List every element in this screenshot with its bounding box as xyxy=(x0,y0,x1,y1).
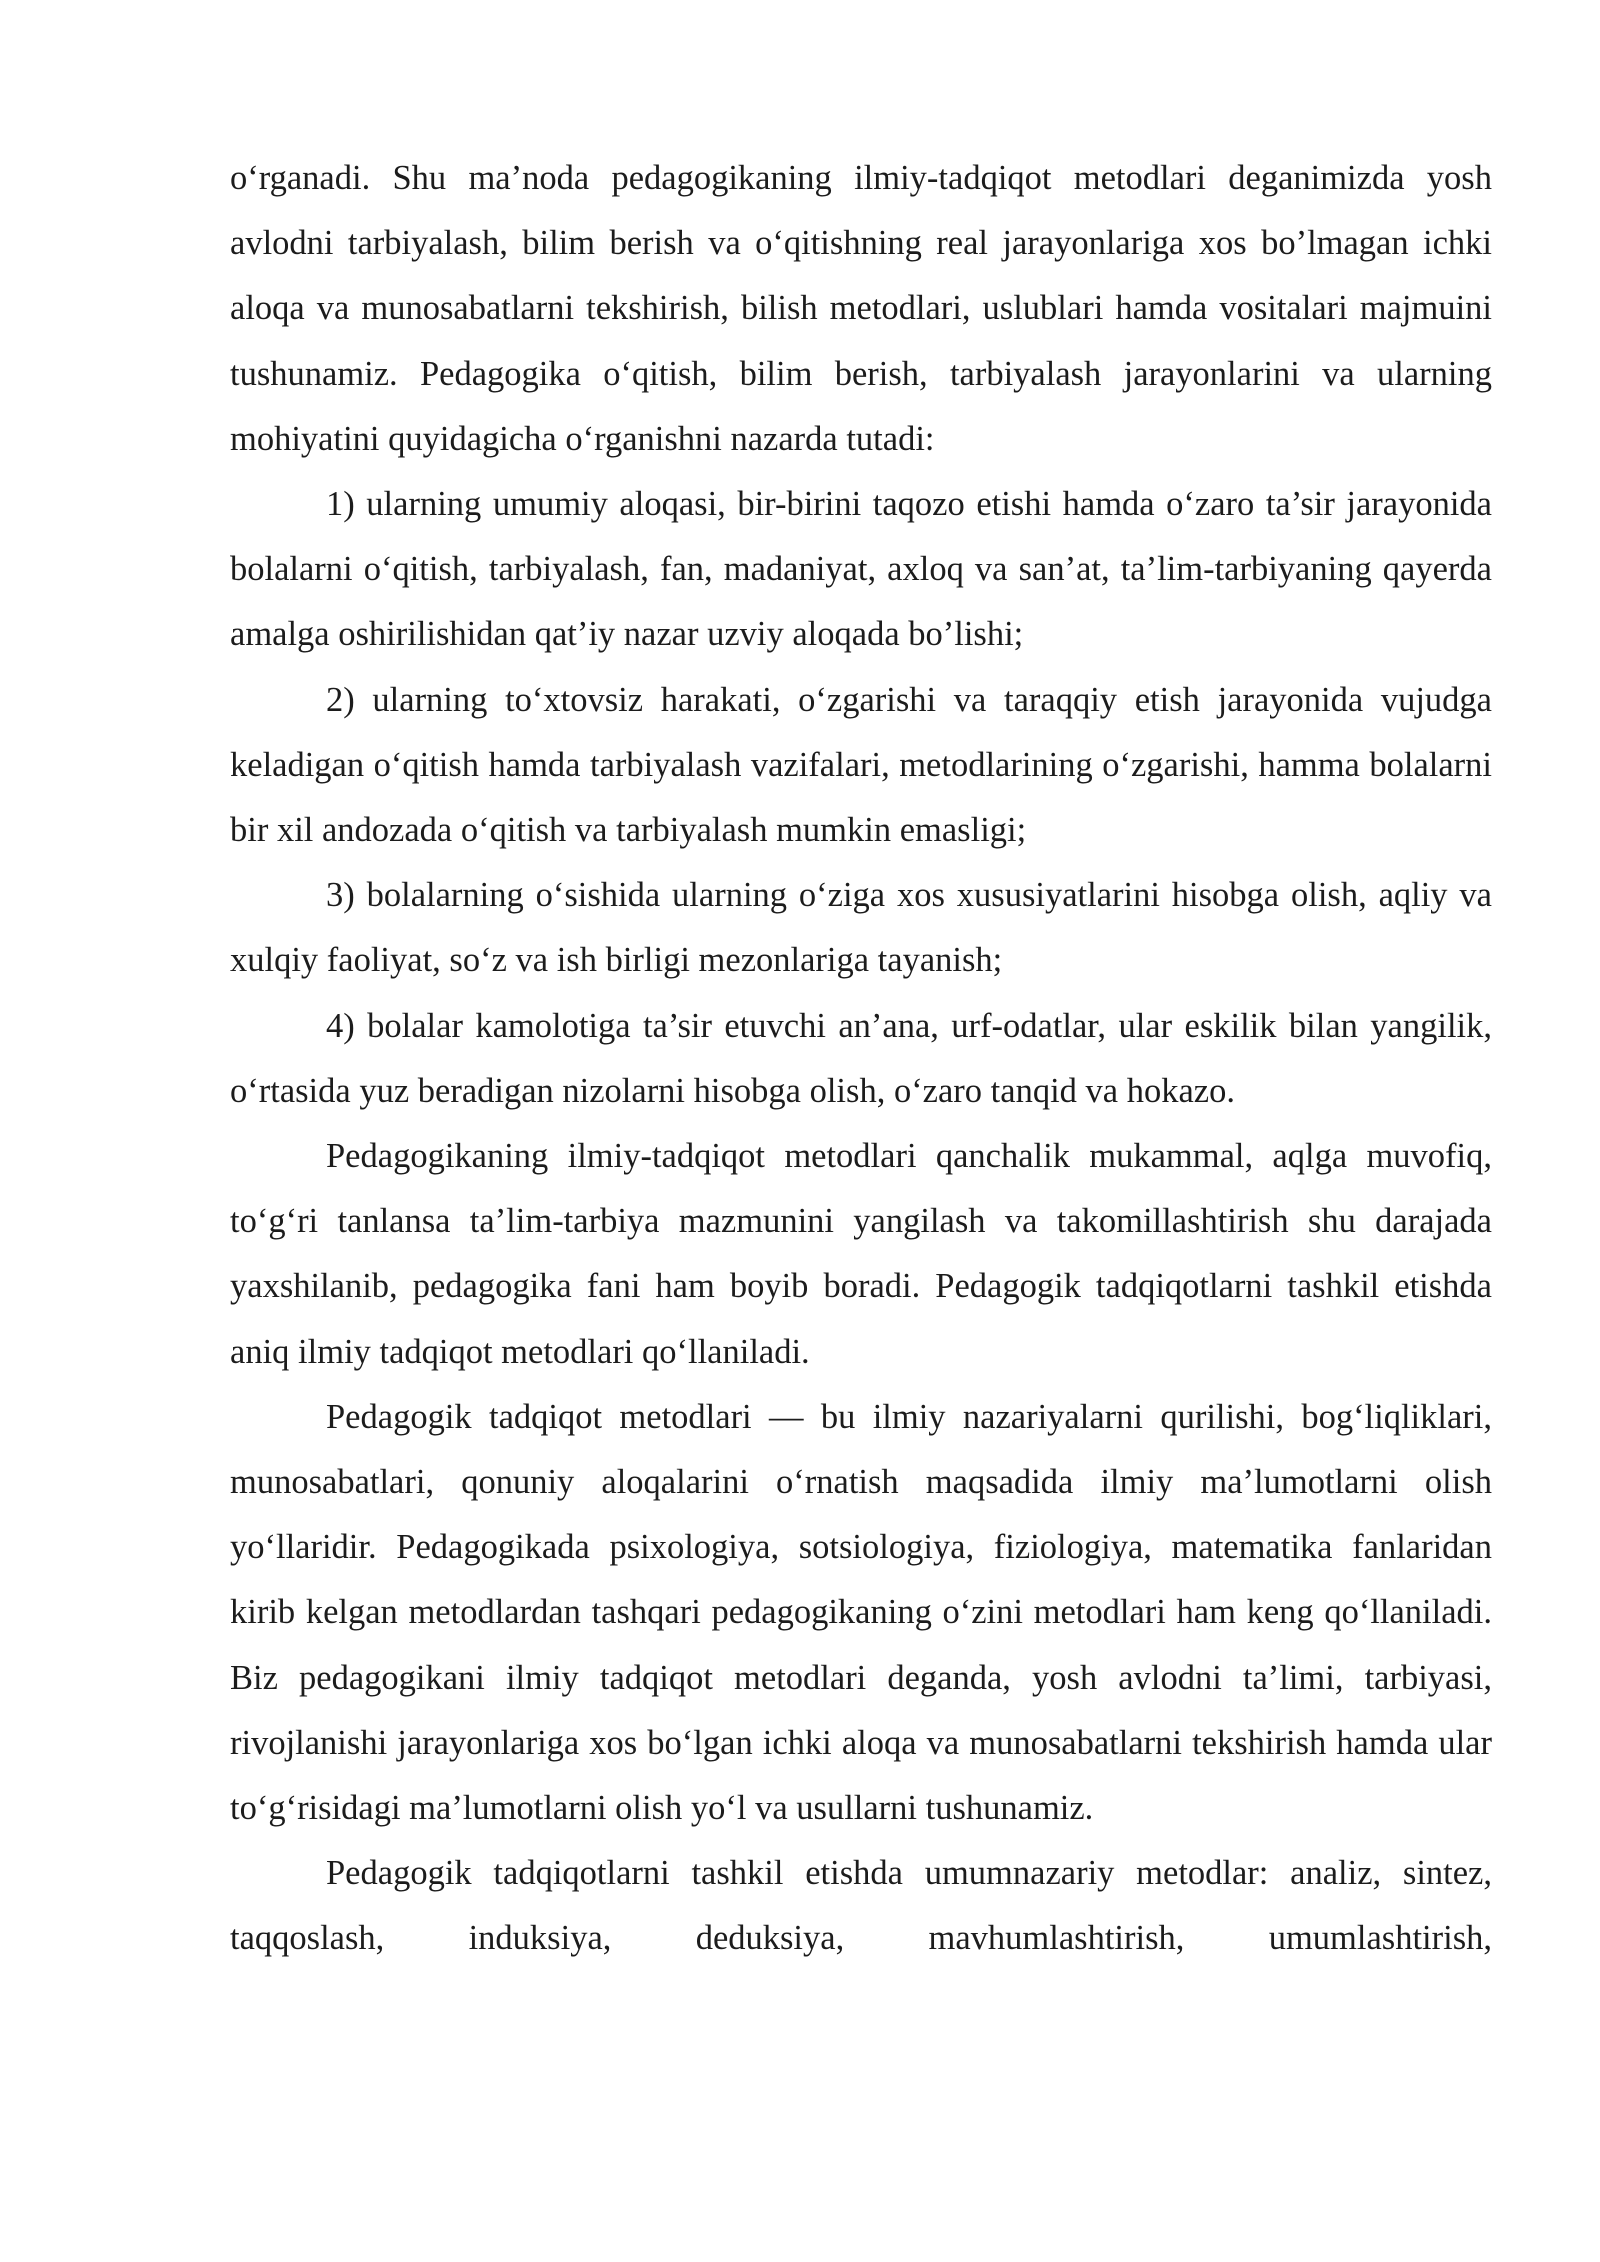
paragraph-methods-quality: Pedagogikaning ilmiy-tadqiqot metodlari qanchalik mukammal, aqlga muvofiq, to‘g‘ri tanlansa ta’lim-tarbiya mazmunini yangilash va takomillashtirish shu darajada yaxshilanib, pedagogika fani ham boyib boradi. Pedagogik tadqiqotlarni tashkil etishda aniq ilmiy tadqiqot metodlari qo‘llaniladi. xyxy=(230,1137,1492,1371)
list-item-2: 2) ularning to‘xtovsiz harakati, o‘zgarishi va taraqqiy etish jarayonida vujudga keladigan o‘qitish hamda tarbiyalash vazifalari, metodlarining o‘zgarishi, hamma bolalarni bir xil andozada o‘qitish va tarbiyalash mumkin emasligi; xyxy=(230,680,1492,850)
paragraph-general-methods: Pedagogik tadqiqotlarni tashkil etishda umumnazariy metodlar: analiz, sintez, taqqoslash, induksiya, deduksiya, mavhumlashtirish, umumlashtirish, xyxy=(230,1854,1492,1958)
paragraph-methods-definition: Pedagogik tadqiqot metodlari — bu ilmiy nazariyalarni qurilishi, bog‘liqliklari, munosabatlari, qonuniy aloqalarini o‘rnatish maqsadida ilmiy ma’lumotlarni olish yo‘llaridir. Pedagogikada psixologiya, sotsiologiya, fiziologiya, matematika fanlaridan kirib kelgan metodlardan tashqari pedagogikaning o‘zini metodlari ham keng qo‘llaniladi. Biz pedagogikani ilmiy tadqiqot metodlari deganda, yosh avlodni ta’limi, tarbiyasi, rivojlanishi jarayonlariga xos bo‘lgan ichki aloqa va munosabatlarni tekshirish hamda ular to‘g‘risidagi ma’lumotlarni olish yo‘l va usullarni tushunamiz. xyxy=(230,1397,1492,1828)
list-item-1: 1) ularning umumiy aloqasi, bir-birini taqozo etishi hamda o‘zaro ta’sir jarayonida bolalarni o‘qitish, tarbiyalash, fan, madaniyat, axloq va san’at, ta’lim-tarbiyaning qayerda amalga oshirilishidan qat’iy nazar uzviy aloqada bo’lishi; xyxy=(230,485,1492,654)
list-item-3: 3) bolalarning o‘sishida ularning o‘ziga xos xususiyatlarini hisobga olish, aqliy va xulqiy faoliyat, so‘z va ish birligi mezonlariga tayanish; xyxy=(230,876,1492,980)
document-page xyxy=(230,146,1492,1972)
paragraph-continuation: o‘rganadi. Shu ma’noda pedagogikaning ilmiy-tadqiqot metodlari deganimizda yosh avlodni tarbiyalash, bilim berish va o‘qitishning real jarayonlariga xos bo’lmagan ichki aloqa va munosabatlarni tekshirish, bilish metodlari, uslublari hamda vositalari majmuini tushunamiz. Pedagogika o‘qitish, bilim berish, tarbiyalash jarayonlarini va ularning mohiyatini quyidagicha o‘rganishni nazarda tutadi: xyxy=(230,159,1492,458)
list-item-4: 4) bolalar kamolotiga ta’sir etuvchi an’ana, urf-odatlar, ular eskilik bilan yangilik, o‘rtasida yuz beradigan nizolarni hisobga olish, o‘zaro tanqid va hokazo. xyxy=(230,1006,1492,1110)
